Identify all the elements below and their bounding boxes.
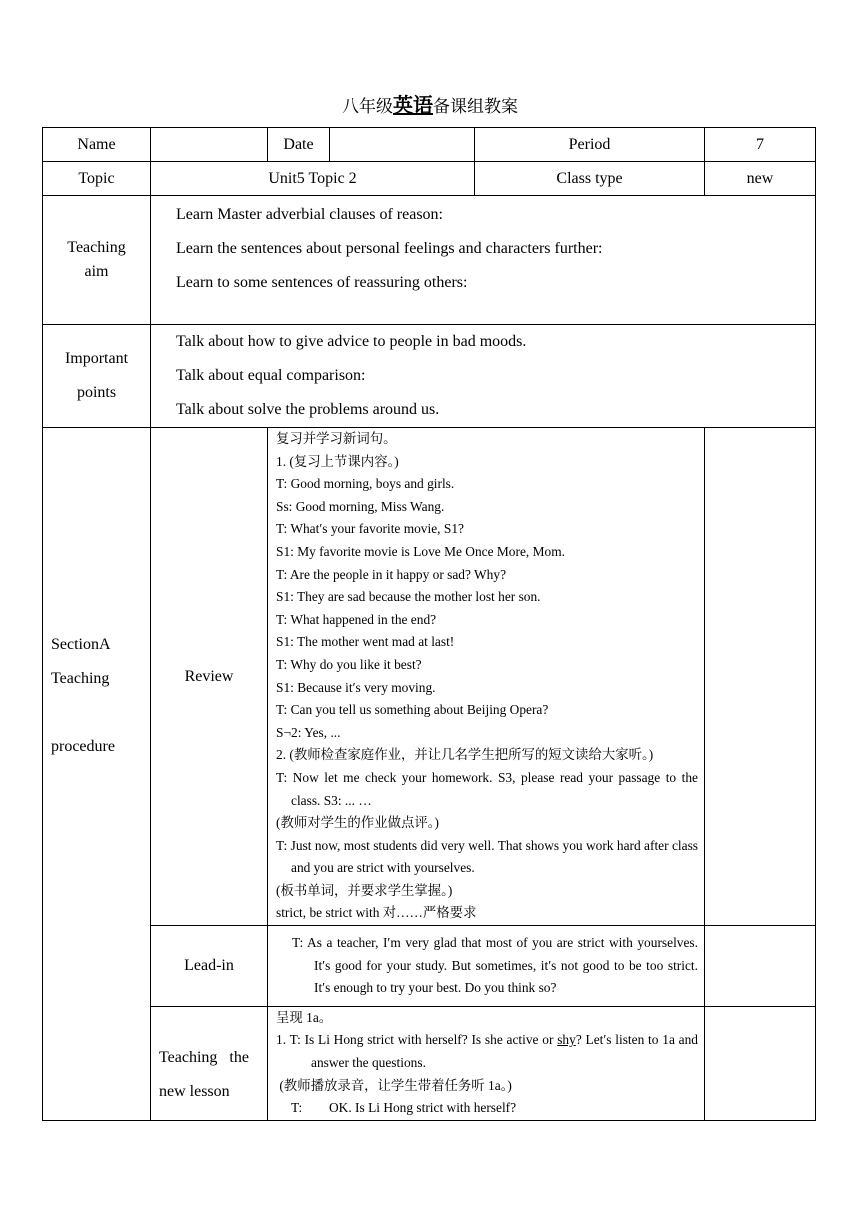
review-line: 1. (复习上节课内容。) xyxy=(276,453,399,469)
period-label: Period xyxy=(475,128,705,162)
point-line: Talk about solve the problems around us. xyxy=(176,401,440,418)
aim-line: Learn Master adverbial clauses of reason: xyxy=(176,206,443,223)
topic-row xyxy=(43,162,816,196)
new-lesson-line: (教师播放录音，让学生带着任务听 1a。) xyxy=(276,1077,512,1093)
new-lesson-notes-cell xyxy=(705,1006,816,1120)
name-value-cell xyxy=(151,128,268,162)
important-points-label xyxy=(43,325,151,428)
review-line: T: Why do you like it best? xyxy=(276,656,422,672)
aim-line: Learn the sentences about personal feelings and characters further: xyxy=(176,240,603,257)
new-lesson-label xyxy=(151,1006,268,1120)
section-label-line: SectionA xyxy=(51,636,111,653)
review-line: strict, be strict with 对……严格要求 xyxy=(276,905,477,921)
new-lesson-line: 呈现 1a。 xyxy=(276,1009,333,1025)
teaching-aim-label-line: Teaching xyxy=(67,239,126,256)
review-line: Ss: Good morning, Miss Wang. xyxy=(276,498,445,514)
review-line: T: Good morning, boys and girls. xyxy=(276,476,455,492)
new-lesson-label-line: Teaching the xyxy=(159,1049,249,1067)
review-notes-cell xyxy=(705,428,816,926)
lesson-plan-table xyxy=(42,127,816,1121)
review-line: S1: Because it′s very moving. xyxy=(276,679,436,695)
review-line: T: Now let me check your homework. S3, please read your passage to the class. S3: ... … xyxy=(276,769,698,808)
title-suffix: 备课组教案 xyxy=(433,97,518,116)
date-value-cell xyxy=(330,128,475,162)
important-points-label-line: points xyxy=(76,384,117,401)
teaching-aim-label xyxy=(43,196,151,325)
topic-label: Topic xyxy=(43,162,151,196)
class-type-label: Class type xyxy=(475,162,705,196)
aim-line: Learn to some sentences of reassuring others: xyxy=(176,274,468,291)
lead-in-text: T: As a teacher, I′m very glad that most of you are strict with yourselves. It′s good for your study. But sometimes, it′s not good to be too strict. It′s enough to try your best. Do you think so? xyxy=(292,935,698,996)
review-line: S1: The mother went mad at last! xyxy=(276,634,455,650)
new-lesson-text: 1. T: Is Li Hong strict with herself? Is she active or xyxy=(276,1032,558,1048)
lead-in-label: Lead-in xyxy=(151,926,268,1007)
lead-in-row xyxy=(43,926,816,1007)
page-title xyxy=(0,94,860,119)
point-line: Talk about equal comparison: xyxy=(176,367,366,384)
new-lesson-line: T: OK. Is Li Hong strict with herself? xyxy=(291,1100,517,1116)
review-line: S¬2: Yes, ... xyxy=(276,724,341,740)
teaching-aim-content xyxy=(151,196,816,325)
review-content xyxy=(268,428,705,926)
review-line: T: What happened in the end? xyxy=(276,611,437,627)
new-lesson-line xyxy=(276,1029,698,1074)
lead-in-content xyxy=(268,926,705,1007)
review-line: T: What′s your favorite movie, S1? xyxy=(276,521,464,537)
title-prefix: 八年级 xyxy=(342,97,393,116)
section-label-line: procedure xyxy=(51,738,115,755)
teaching-aim-row xyxy=(43,196,816,325)
section-a-label xyxy=(43,428,151,1121)
review-line: (教师对学生的作业做点评。) xyxy=(276,815,439,831)
section-label-line: Teaching xyxy=(51,670,110,687)
review-line: (板书单词，并要求学生掌握。) xyxy=(276,882,453,898)
class-type-value: new xyxy=(705,162,816,196)
new-lesson-text: ? Let′s listen to 1a and answer the questions. xyxy=(311,1032,698,1071)
new-lesson-content xyxy=(268,1006,705,1120)
point-line: Talk about how to give advice to people in bad moods. xyxy=(176,333,527,350)
review-line: S1: My favorite movie is Love Me Once More, Mom. xyxy=(276,543,565,559)
review-line: T: Just now, most students did very well. That shows you work hard after class and you are strict with yourselves. xyxy=(276,837,698,876)
important-points-row xyxy=(43,325,816,428)
review-line: S1: They are sad because the mother lost her son. xyxy=(276,589,541,605)
review-line: T: Can you tell us something about Beijing Opera? xyxy=(276,702,549,718)
review-row xyxy=(43,428,816,926)
teaching-aim-label-line: aim xyxy=(84,263,109,280)
title-subject: 英语 xyxy=(393,95,433,117)
review-line: 复习并学习新词句。 xyxy=(276,431,397,446)
period-value: 7 xyxy=(705,128,816,162)
new-lesson-row xyxy=(43,1006,816,1120)
topic-value: Unit5 Topic 2 xyxy=(151,162,475,196)
lead-in-notes-cell xyxy=(705,926,816,1007)
review-label: Review xyxy=(151,428,268,926)
review-line: T: Are the people in it happy or sad? Why? xyxy=(276,566,507,582)
new-lesson-label-line: new lesson xyxy=(159,1083,230,1101)
important-points-content xyxy=(151,325,816,428)
date-label: Date xyxy=(268,128,330,162)
review-line: 2. (教师检查家庭作业，并让几名学生把所写的短文读给大家听。) xyxy=(276,747,654,763)
important-points-label-line: Important xyxy=(64,350,129,367)
underlined-word: shy xyxy=(557,1032,576,1048)
header-row xyxy=(43,128,816,162)
name-label: Name xyxy=(43,128,151,162)
